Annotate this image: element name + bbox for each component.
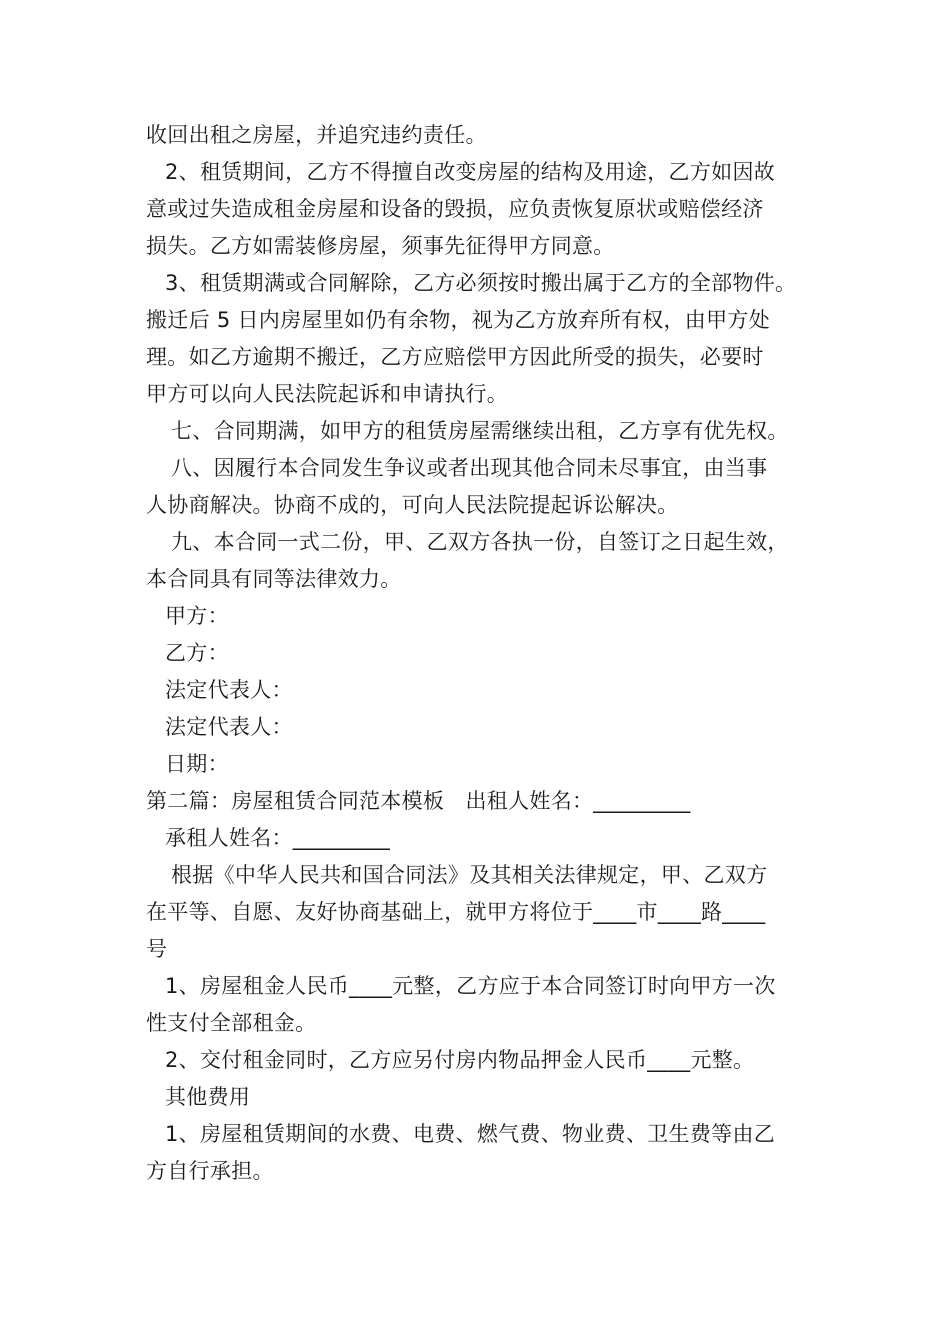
text-line: 其他费用 bbox=[165, 1085, 251, 1109]
text-line: 在平等、自愿、友好协商基础上，就甲方将位于____市____路____ bbox=[146, 900, 766, 924]
text-line: 1、房屋租赁期间的水费、电费、燃气费、物业费、卫生费等由乙 bbox=[165, 1122, 776, 1146]
text-line: 2、交付租金同时，乙方应另付房内物品押金人民币____元整。 bbox=[165, 1048, 755, 1072]
text-line: 本合同具有同等法律效力。 bbox=[146, 567, 402, 591]
text-line: 甲方可以向人民法院起诉和申请执行。 bbox=[146, 382, 509, 406]
text-line: 3、租赁期满或合同解除，乙方必须按时搬出属于乙方的全部物件。 bbox=[165, 271, 797, 295]
text-line: 2、租赁期间，乙方不得擅自改变房屋的结构及用途，乙方如因故 bbox=[165, 160, 776, 184]
text-line: 理。如乙方逾期不搬迁，乙方应赔偿甲方因此所受的损失，必要时 bbox=[146, 345, 764, 369]
text-line: 1、房屋租金人民币____元整，乙方应于本合同签订时向甲方一次 bbox=[165, 974, 776, 998]
text-line: 根据《中华人民共和国合同法》及其相关法律规定，甲、乙双方 bbox=[171, 863, 768, 887]
text-line: 损失。乙方如需装修房屋，须事先征得甲方同意。 bbox=[146, 234, 615, 258]
text-line: 意或过失造成租金房屋和设备的毁损，应负责恢复原状或赔偿经济 bbox=[146, 197, 764, 221]
text-line: 九、本合同一式二份，甲、乙双方各执一份，自签订之日起生效， bbox=[171, 530, 789, 554]
section-heading: 第二篇：房屋租赁合同范本模板 出租人姓名：_________ bbox=[146, 789, 691, 813]
text-line: 性支付全部租金。 bbox=[146, 1011, 317, 1035]
text-line: 八、因履行本合同发生争议或者出现其他合同未尽事宜，由当事 bbox=[171, 456, 768, 480]
text-line: 方自行承担。 bbox=[146, 1159, 274, 1183]
text-line: 承租人姓名：_________ bbox=[165, 826, 390, 850]
text-line: 号 bbox=[146, 937, 168, 961]
text-line: 七、合同期满，如甲方的租赁房屋需继续出租，乙方享有优先权。 bbox=[171, 419, 789, 443]
party-b-label: 乙方： bbox=[165, 641, 229, 665]
legal-rep-label: 法定代表人： bbox=[165, 678, 293, 702]
text-line: 收回出租之房屋，并追究违约责任。 bbox=[146, 123, 487, 147]
party-a-label: 甲方： bbox=[165, 604, 229, 628]
date-label: 日期： bbox=[165, 752, 229, 776]
text-line: 人协商解决。协商不成的，可向人民法院提起诉讼解决。 bbox=[146, 493, 679, 517]
legal-rep-label: 法定代表人： bbox=[165, 715, 293, 739]
text-line: 搬迁后 5 日内房屋里如仍有余物，视为乙方放弃所有权，由甲方处 bbox=[146, 308, 771, 332]
